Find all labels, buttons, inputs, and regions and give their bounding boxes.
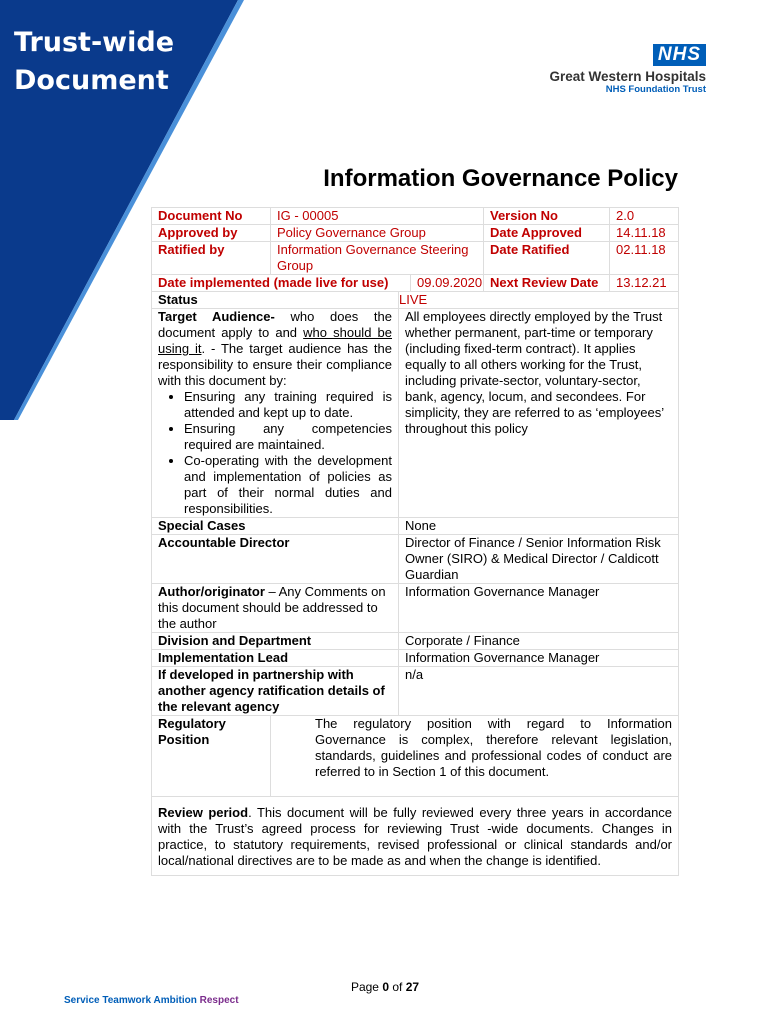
status-label: Status xyxy=(152,292,399,309)
approved-by-label: Approved by xyxy=(152,225,271,242)
target-intro-1: who does the document apply to and xyxy=(158,309,392,340)
date-approved-value: 14.11.18 xyxy=(610,225,679,242)
value-teamwork: Teamwork xyxy=(102,995,152,1006)
partnership-value: n/a xyxy=(399,667,679,716)
table-row xyxy=(152,225,679,242)
trust-name: Great Western Hospitals xyxy=(549,69,706,84)
date-approved-label: Date Approved xyxy=(484,225,610,242)
value-ambition: Ambition xyxy=(153,995,197,1006)
date-ratified-value: 02.11.18 xyxy=(610,242,679,275)
division-label: Division and Department xyxy=(152,633,399,650)
table-row xyxy=(152,518,679,535)
nhs-logo-block xyxy=(549,44,706,95)
version-label: Version No xyxy=(484,208,610,225)
target-audience-value: All employees directly employed by the Trust whether permanent, part-time or temporary (including fixed-term contract). It applies equally to all others working for the Trust, including private-sector, voluntary-sector, bank, agency, locum, and secondees. For simplicity, they are referred to as ‘employees’ throughout this policy xyxy=(399,309,679,518)
author-label: Author/originator xyxy=(158,584,265,599)
version-value: 2.0 xyxy=(610,208,679,225)
banner-line-2: Document xyxy=(14,65,169,96)
accountable-director-value: Director of Finance / Senior Information Risk Owner (SIRO) & Medical Director / Caldicott Guardian xyxy=(399,535,679,584)
document-title: Information Governance Policy xyxy=(323,165,678,192)
nhs-logo: NHS xyxy=(653,44,706,66)
division-value: Corporate / Finance xyxy=(399,633,679,650)
accountable-director-label: Accountable Director xyxy=(152,535,399,584)
next-review-value: 13.12.21 xyxy=(610,275,679,292)
next-review-label: Next Review Date xyxy=(484,275,610,292)
author-cell xyxy=(152,584,399,633)
document-no-label: Document No xyxy=(152,208,271,225)
special-cases-label: Special Cases xyxy=(152,518,399,535)
date-ratified-label: Date Ratified xyxy=(484,242,610,275)
approved-by-value: Policy Governance Group xyxy=(271,225,484,242)
regulatory-position-value: The regulatory position with regard to Information Governance is complex, therefore relevant legislation, standards, guidelines and professional codes of conduct are referred to in Section 1 of this document. xyxy=(271,716,679,797)
page-number xyxy=(0,980,770,994)
author-note: – Any Comments on this document should be addressed to the author xyxy=(158,584,386,631)
table-row xyxy=(152,650,679,667)
table-row xyxy=(152,292,679,309)
review-period-text: . This document will be fully reviewed every three years in accordance with the Trust’s agreed process for reviewing Trust -wide documents. Changes in practice, to statutory requirements, revised professional or clinical standards and/or local/national directives are to be made as and when the change is identified. xyxy=(158,805,673,868)
status-value: LIVE xyxy=(399,292,679,309)
document-no-value: IG - 00005 xyxy=(271,208,484,225)
document-control-table xyxy=(151,207,679,876)
value-respect: Respect xyxy=(199,995,239,1006)
ratified-by-value: Information Governance Steering Group xyxy=(271,242,484,275)
target-audience-label: Target Audience- xyxy=(158,309,275,324)
banner-line-1: Trust-wide xyxy=(14,27,175,58)
regulatory-position-label: Regulatory Position xyxy=(152,716,271,797)
value-service: Service xyxy=(64,995,100,1006)
table-row xyxy=(152,242,679,275)
target-intro-underlined: who should be using it xyxy=(158,325,392,356)
date-implemented-value: 09.09.2020 xyxy=(411,275,484,292)
page-total: 27 xyxy=(405,980,420,994)
table-row xyxy=(152,535,679,584)
target-intro-2: . - The target audience has the responsibility to ensure their compliance with this document by: xyxy=(158,341,392,388)
date-implemented-label: Date implemented (made live for use) xyxy=(152,275,411,292)
review-period-cell xyxy=(152,797,679,876)
table-row xyxy=(152,208,679,225)
list-item: • Ensuring any training required is attended and kept up to date. xyxy=(184,389,392,421)
table-row xyxy=(152,309,679,518)
page-of: of xyxy=(389,980,406,994)
review-period-label: Review period xyxy=(158,805,249,820)
ratified-by-label: Ratified by xyxy=(152,242,271,275)
banner-title xyxy=(14,24,174,100)
table-row xyxy=(152,633,679,650)
special-cases-value: None xyxy=(399,518,679,535)
list-item: • Ensuring any competencies required are maintained. xyxy=(184,421,392,453)
table-row xyxy=(152,275,679,292)
page-current: 0 xyxy=(382,980,389,994)
target-audience-cell xyxy=(152,309,399,518)
trust-values xyxy=(64,995,239,1006)
partnership-label: If developed in partnership with another agency ratification details of the relevant agency xyxy=(152,667,399,716)
author-value: Information Governance Manager xyxy=(399,584,679,633)
implementation-lead-label: Implementation Lead xyxy=(152,650,399,667)
page-prefix: Page xyxy=(350,980,383,994)
table-row xyxy=(152,584,679,633)
table-row xyxy=(152,797,679,876)
implementation-lead-value: Information Governance Manager xyxy=(399,650,679,667)
trust-subtitle: NHS Foundation Trust xyxy=(605,84,706,95)
table-row xyxy=(152,716,679,797)
target-bullet-list xyxy=(158,389,392,517)
table-row xyxy=(152,667,679,716)
list-item: • Co-operating with the development and implementation of policies as part of their normal duties and responsibilities. xyxy=(184,453,392,517)
